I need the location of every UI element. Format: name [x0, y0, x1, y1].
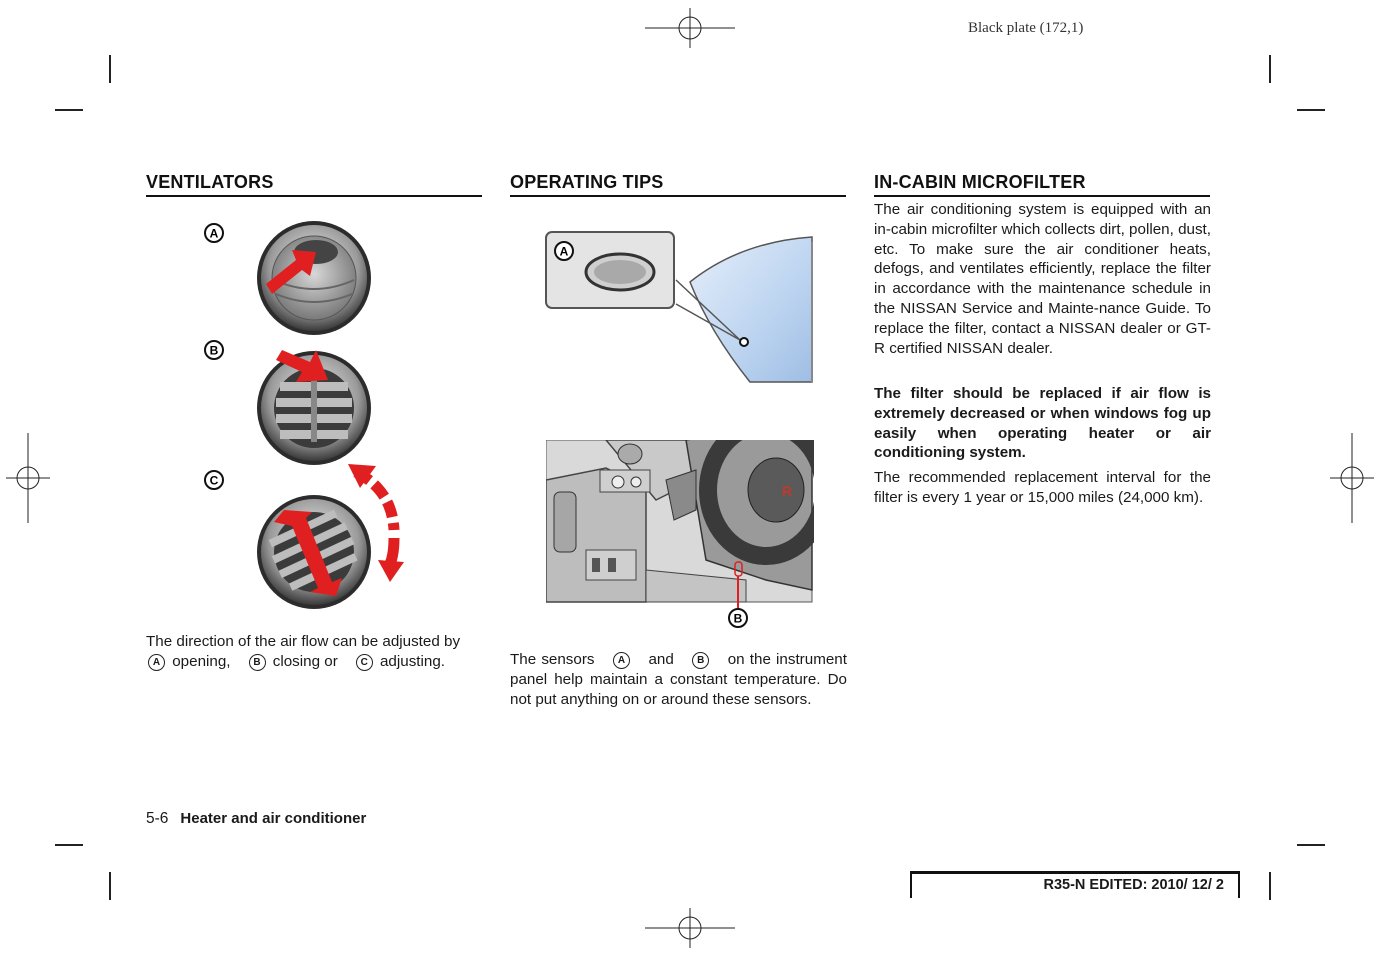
- svg-text:A: A: [559, 244, 569, 259]
- label-b-icon: [205, 341, 223, 359]
- svg-text:A: A: [209, 226, 219, 241]
- svg-text:C: C: [209, 473, 219, 488]
- marker-a-icon: A: [613, 652, 630, 669]
- sensor-label-b-icon: [729, 609, 747, 627]
- label-c-icon: [205, 471, 223, 489]
- microfilter-paragraph-1: The air conditioning system is equipped with an in-cabin microfilter which collects dirt, pollen, dust, etc. To make sure the air conditioner heats, defogs, and ventilates efficiently, replace the filter in accordance with the maintenance schedule in the NISSAN Service and Mainte-nance Guide. To replace the filter, contact a NISSAN dealer or GT-R certified NISSAN dealer.: [874, 201, 1211, 357]
- vent-adjusting-icon: [257, 495, 371, 609]
- registration-mark-left: [6, 433, 50, 523]
- registration-mark-top: [645, 8, 735, 48]
- sensor-a-illustration: [540, 222, 820, 392]
- vent-closing-icon: [257, 350, 371, 465]
- marker-b-icon: B: [692, 652, 709, 669]
- operating-tips-text: The sensors A and B on the instrument panel help maintain a constant temperature. Do not put anything on or around these sensors.: [510, 651, 847, 708]
- label-a-icon: [205, 224, 223, 242]
- microfilter-heading: IN-CABIN MICROFILTER: [874, 172, 1210, 197]
- vent-opening-icon: [257, 221, 371, 335]
- svg-text:R: R: [782, 483, 793, 499]
- microfilter-warning: The filter should be replaced if air flow is extremely decreased or when windows fog up easily when operating heater or air conditioning system.: [874, 385, 1211, 462]
- section-title: Heater and air conditioner: [180, 810, 367, 827]
- marker-a-icon: A: [148, 654, 165, 671]
- marker-c-icon: C: [356, 654, 373, 671]
- sensor-label-a-icon: [555, 242, 573, 260]
- microfilter-paragraph-3: The recommended replacement interval for the filter is every 1 year or 15,000 miles (24,000 km).: [874, 469, 1211, 506]
- plate-label: Black plate (172,1): [968, 20, 1084, 36]
- ventilators-heading: VENTILATORS: [146, 172, 482, 197]
- page-number: 5-6: [146, 810, 169, 827]
- operating-tips-heading: OPERATING TIPS: [510, 172, 846, 197]
- registration-mark-right: [1330, 433, 1374, 523]
- ventilator-illustration: [170, 210, 420, 620]
- ventilators-caption: The direction of the air flow can be adjusted by A opening, B closing or C adjusting.: [146, 633, 461, 670]
- marker-b-icon: B: [249, 654, 266, 671]
- sensor-b-illustration: [546, 440, 814, 632]
- svg-text:B: B: [733, 611, 743, 626]
- page-footer: [146, 810, 366, 828]
- svg-text:B: B: [209, 343, 219, 358]
- edited-stamp: R35-N EDITED: 2010/ 12/ 2: [910, 871, 1240, 898]
- registration-mark-bottom: [645, 908, 735, 948]
